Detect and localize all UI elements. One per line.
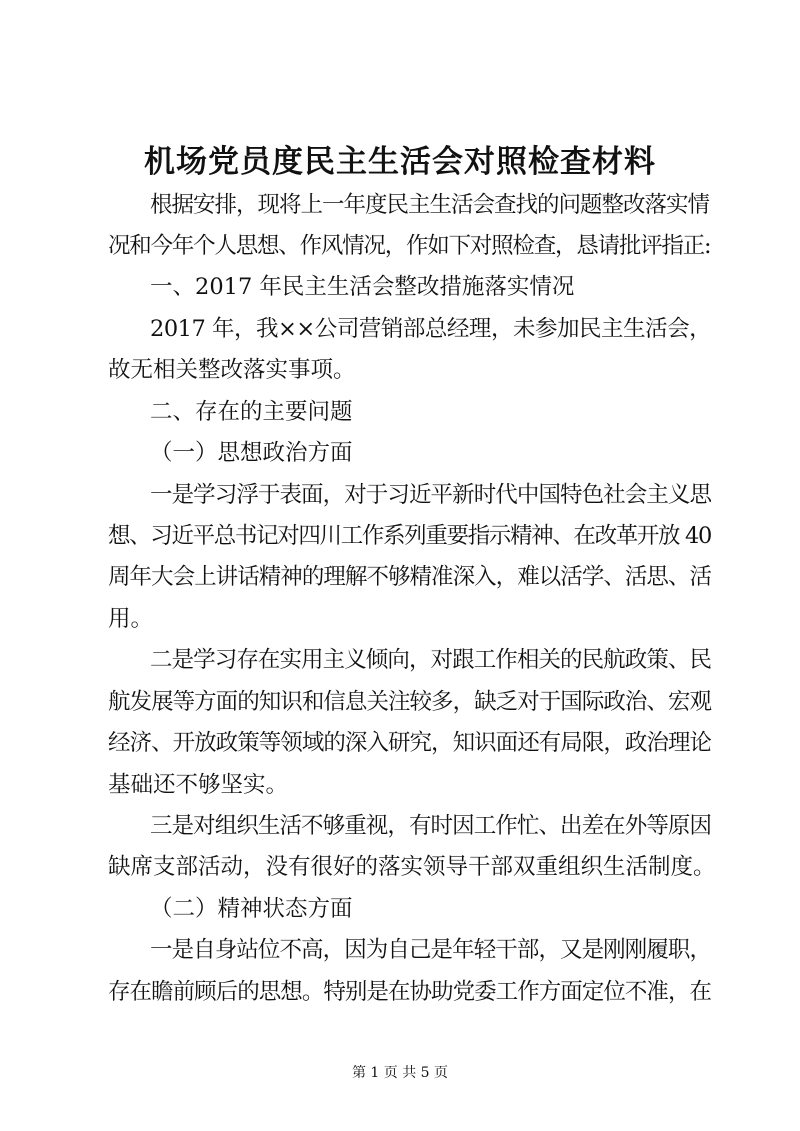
body-line: 三是对组织生活不够重视，有时因工作忙、出差在外等原因	[150, 813, 712, 839]
body-line: 一是学习浮于表面，对于习近平新时代中国特色社会主义思	[150, 482, 712, 508]
subsection-heading: （二）精神状态方面	[150, 896, 353, 922]
document-title: 机场党员度民主生活会对照检查材料	[144, 144, 656, 180]
body-line: 2017 年，我××公司营销部总经理，未参加民主生活会，	[150, 316, 712, 342]
body-line: 周年大会上讲话精神的理解不够精准深入，难以活学、活思、活	[108, 564, 712, 590]
body-line: 一、2017 年民主生活会整改措施落实情况	[150, 274, 575, 300]
body-line: 故无相关整改落实事项。	[108, 357, 356, 383]
body-line: 存在瞻前顾后的思想。特别是在协助党委工作方面定位不准，在	[108, 979, 712, 1005]
body-line: 用。	[108, 606, 154, 632]
body-line: 二是学习存在实用主义倾向，对跟工作相关的民航政策、民	[150, 647, 712, 673]
body-line: 一是自身站位不高，因为自己是年轻干部，又是刚刚履职，	[150, 937, 712, 963]
body-line: 况和今年个人思想、作风情况，作如下对照检查，恳请批评指正:	[108, 233, 711, 259]
subsection-heading: （一）思想政治方面	[150, 440, 353, 466]
body-line: 根据安排，现将上一年度民主生活会查找的问题整改落实情	[150, 192, 710, 218]
body-line: 航发展等方面的知识和信息关注较多，缺乏对于国际政治、宏观	[108, 689, 712, 715]
body-line: 缺席支部活动，没有很好的落实领导干部双重组织生活制度。	[108, 854, 716, 880]
body-line: 基础还不够坚实。	[108, 772, 289, 798]
section-heading: 二、存在的主要问题	[150, 399, 353, 425]
page-footer: 第 1 页 共 5 页	[351, 1065, 449, 1081]
body-line: 想、习近平总书记对四川工作系列重要指示精神、在改革开放 40	[108, 523, 711, 549]
body-line: 经济、开放政策等领域的深入研究，知识面还有局限，政治理论	[108, 730, 712, 756]
